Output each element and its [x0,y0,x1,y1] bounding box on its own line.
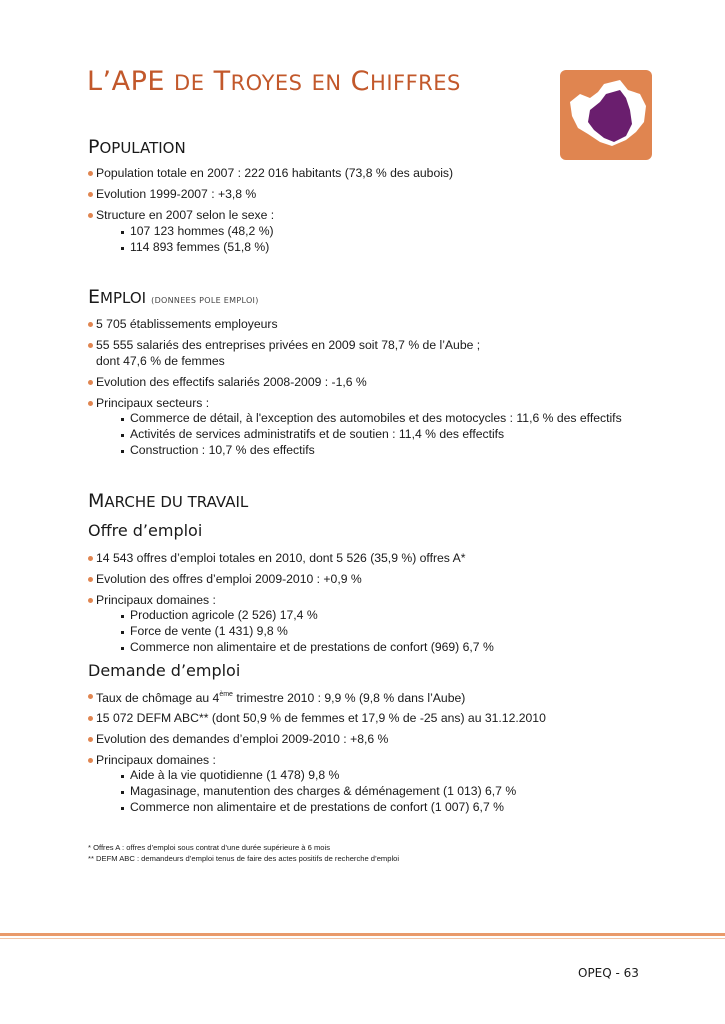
sub-bullet-icon [121,450,124,453]
list-item: Principaux domaines : [96,593,216,607]
sub-bullet-icon [121,807,124,810]
bullet-icon [88,380,93,385]
sub-bullet-icon [121,631,124,634]
sub-bullet-icon [121,231,124,234]
list-item: Evolution des offres d’emploi 2009-2010 : +0,9 % [96,572,362,586]
footnote: ** DEFM ABC : demandeurs d’emploi tenus de faire des actes positifs de recherche d’emploi [88,854,400,863]
sub-list-item: Commerce non alimentaire et de prestations de confort (1 007) 6,7 % [130,800,504,814]
subsection-heading-demande: Demande d’emploi [88,661,241,680]
list-item: Evolution des effectifs salariés 2008-2009 : -1,6 % [96,375,367,389]
section-heading-emploi: EMPLOI (DONNEES POLE EMPLOI) [88,286,259,308]
footer-rule [0,933,725,936]
region-map-logo [560,70,652,160]
bullet-icon [88,192,93,197]
sub-bullet-icon [121,647,124,650]
bullet-icon [88,694,93,699]
bullet-icon [88,716,93,721]
sub-list-item: Production agricole (2 526) 17,4 % [130,608,318,622]
sub-list-item: Construction : 10,7 % des effectifs [130,443,315,457]
list-item: Population totale en 2007 : 222 016 habitants (73,8 % des aubois) [96,166,454,180]
bullet-icon [88,737,93,742]
map-icon [560,70,652,160]
sub-list-item: Aide à la vie quotidienne (1 478) 9,8 % [130,768,340,782]
list-item: 5 705 établissements employeurs [96,317,278,331]
bullet-icon [88,322,93,327]
bullet-icon [88,758,93,763]
page-title: L’APE DE TROYES EN CHIFFRES [87,66,461,97]
subsection-heading-offre: Offre d’emploi [88,521,203,540]
bullet-icon [88,577,93,582]
bullet-icon [88,213,93,218]
bullet-icon [88,401,93,406]
sub-bullet-icon [121,775,124,778]
list-item: Principaux domaines : [96,753,216,767]
list-item: Evolution 1999-2007 : +3,8 % [96,187,257,201]
list-item: Taux de chômage au 4ème trimestre 2010 : 9,9 % (9,8 % dans l’Aube) [96,691,466,705]
list-item: Structure en 2007 selon le sexe : [96,208,275,222]
bullet-icon [88,556,93,561]
sub-list-item: Magasinage, manutention des charges & déménagement (1 013) 6,7 % [130,784,517,798]
section-heading-population: POPULATION [88,136,186,158]
footnote: * Offres A : offres d’emploi sous contrat d’une durée supérieure à 6 mois [88,843,331,852]
bullet-icon [88,343,93,348]
sub-bullet-icon [121,247,124,250]
sub-list-item: 107 123 hommes (48,2 %) [130,224,274,238]
sub-list-item: Activités de services administratifs et de soutien : 11,4 % des effectifs [130,427,505,441]
sub-list-item: Commerce de détail, à l'exception des automobiles et des motocycles : 11,6 % des effectifs [130,411,622,425]
sub-list-item: Commerce non alimentaire et de prestations de confort (969) 6,7 % [130,640,494,654]
page-number: OPEQ - 63 [578,966,639,980]
list-item-continuation: dont 47,6 % de femmes [96,354,225,368]
sub-list-item: Force de vente (1 431) 9,8 % [130,624,288,638]
sub-bullet-icon [121,791,124,794]
sub-bullet-icon [121,615,124,618]
list-item: Evolution des demandes d’emploi 2009-2010 : +8,6 % [96,732,389,746]
list-item: Principaux secteurs : [96,396,210,410]
sub-bullet-icon [121,418,124,421]
section-heading-marche: MARCHE DU TRAVAIL [88,490,249,512]
footer-rule-thin [0,938,725,939]
sub-list-item: 114 893 femmes (51,8 %) [130,240,270,254]
list-item: 55 555 salariés des entreprises privées en 2009 soit 78,7 % de l’Aube ; [96,338,481,352]
bullet-icon [88,171,93,176]
sub-bullet-icon [121,434,124,437]
bullet-icon [88,598,93,603]
list-item: 14 543 offres d’emploi totales en 2010, dont 5 526 (35,9 %) offres A* [96,551,466,565]
list-item: 15 072 DEFM ABC** (dont 50,9 % de femmes et 17,9 % de -25 ans) au 31.12.2010 [96,711,546,725]
